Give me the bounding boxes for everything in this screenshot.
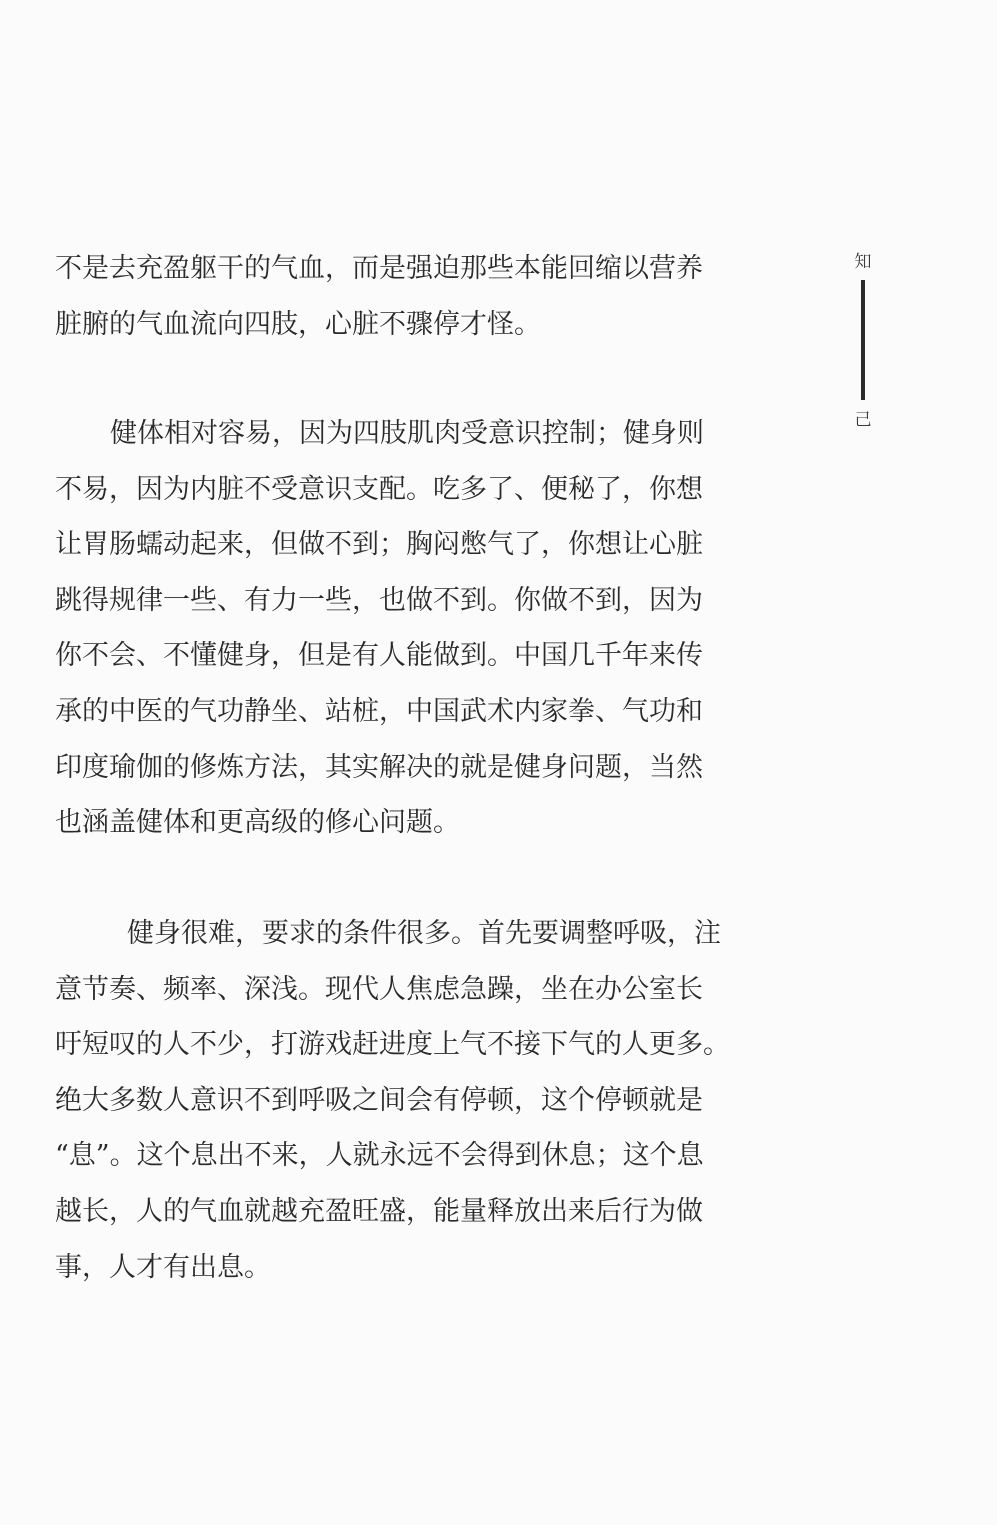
paragraph-3 (55, 906, 755, 1295)
text-line: 不是去充盈躯干的气血，而是强迫那些本能回缩以营养 (55, 253, 703, 284)
text-line: 承的中医的气功静坐、站桩，中国武术内家拳、气功和 (55, 695, 703, 727)
text-line: 越长，人的气血就越充盈旺盛，能量释放出来后行为做 (55, 1195, 703, 1227)
text-line: 健身很难，要求的条件很多。首先要调整呼吸，注 (127, 918, 721, 949)
text-line: 意节奏、频率、深浅。现代人焦虑急躁，坐在办公室长 (55, 973, 703, 1005)
text-line: 不易，因为内脏不受意识支配。吃多了、便秘了，你想 (55, 473, 703, 505)
text-line: 你不会、不懂健身，但是有人能做到。中国几千年来传 (55, 640, 703, 672)
text-line: 跳得规律一些、有力一些，也做不到。你做不到，因为 (55, 584, 703, 616)
text-line: 脏腑的气血流向四肢，心脏不骤停才怪。 (55, 308, 541, 340)
text-line: 印度瑜伽的修炼方法，其实解决的就是健身问题，当然 (55, 751, 703, 783)
paragraph-2 (55, 406, 755, 851)
text-line: 健体相对容易，因为四肢肌肉受意识控制；健身则 (110, 418, 704, 449)
text-line: “息”。这个息出不来，人就永远不会得到休息；这个息 (55, 1140, 704, 1172)
chapter-side-label (848, 250, 878, 440)
text-line: 也涵盖健体和更高级的修心问题。 (55, 807, 460, 839)
text-line: 吁短叹的人不少，打游戏赶进度上气不接下气的人更多。 (55, 1029, 730, 1061)
text-line: 事，人才有出息。 (55, 1251, 271, 1283)
text-line: 绝大多数人意识不到呼吸之间会有停顿，这个停顿就是 (55, 1084, 703, 1116)
text-line: 让胃肠蠕动起来，但做不到；胸闷憋气了，你想让心脏 (55, 529, 703, 561)
side-label-top: 知 (854, 252, 872, 272)
paragraph-1 (55, 241, 755, 352)
side-label-bar (861, 280, 865, 400)
side-label-bottom: 己 (854, 410, 872, 430)
